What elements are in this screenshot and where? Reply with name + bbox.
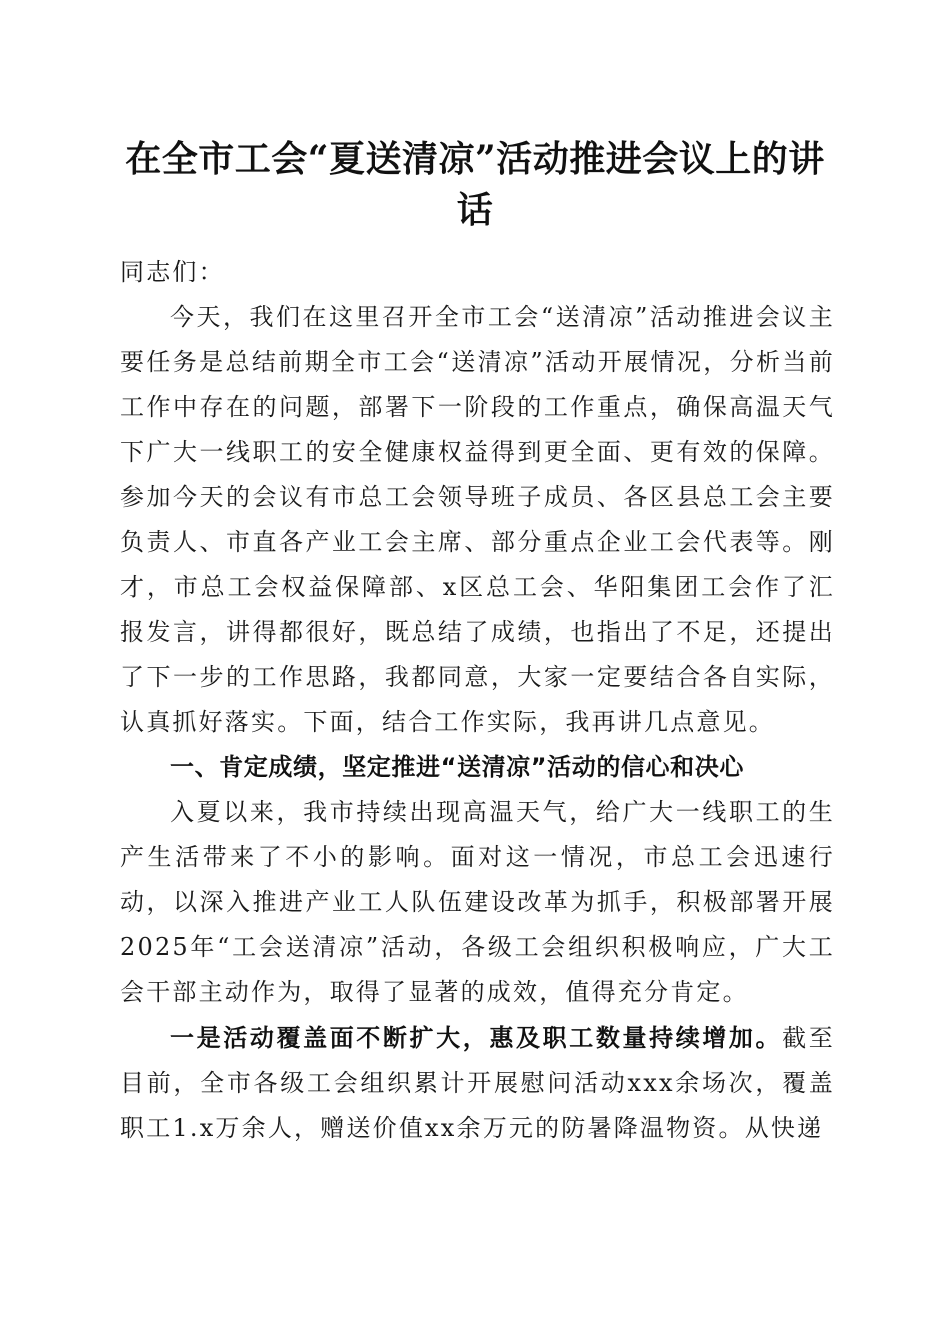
point-paragraph	[120, 1015, 835, 1151]
point-lead: 一是活动覆盖面不断扩大，惠及职工数量持续增加。	[170, 1023, 783, 1052]
intro-paragraph: 今天，我们在这里召开全市工会“送清凉”活动推进会议主要任务是总结前期全市工会“送清凉”活动开展情况，分析当前工作中存在的问题，部署下一阶段的工作重点，确保高温天气下广大一线职工的安全健康权益得到更全面、更有效的保障。参加今天的会议有市总工会领导班子成员、各区县总工会主要负责人、市直各产业工会主席、部分重点企业工会代表等。刚才，市总工会权益保障部、x区总工会、华阳集团工会作了汇报发言，讲得都很好，既总结了成绩，也指出了不足，还提出了下一步的工作思路，我都同意，大家一定要结合各自实际，认真抓好落实。下面，结合工作实际，我再讲几点意见。	[120, 303, 835, 736]
section-heading: 一、肯定成绩，坚定推进“送清凉”活动的信心和决心	[170, 753, 744, 781]
document-body	[120, 250, 835, 1151]
document-title: 在全市工会“夏送清凉”活动推进会议上的讲话	[125, 138, 825, 231]
section-paragraph: 入夏以来，我市持续出现高温天气，给广大一线职工的生产生活带来了不小的影响。面对这一情况，市总工会迅速行动，以深入推进产业工人队伍建设改革为抓手，积极部署开展2025年“工会送清凉”活动，各级工会组织积极响应，广大工会干部主动作为，取得了显著的成效，值得充分肯定。	[120, 798, 835, 1006]
point-body: 截至目前，全市各级工会组织累计开展慰问活动xxx余场次，覆盖职工1.x万余人，赠送价值xx余万元的防暑降温物资。从快递	[120, 1024, 835, 1142]
salutation: 同志们：	[120, 258, 225, 286]
